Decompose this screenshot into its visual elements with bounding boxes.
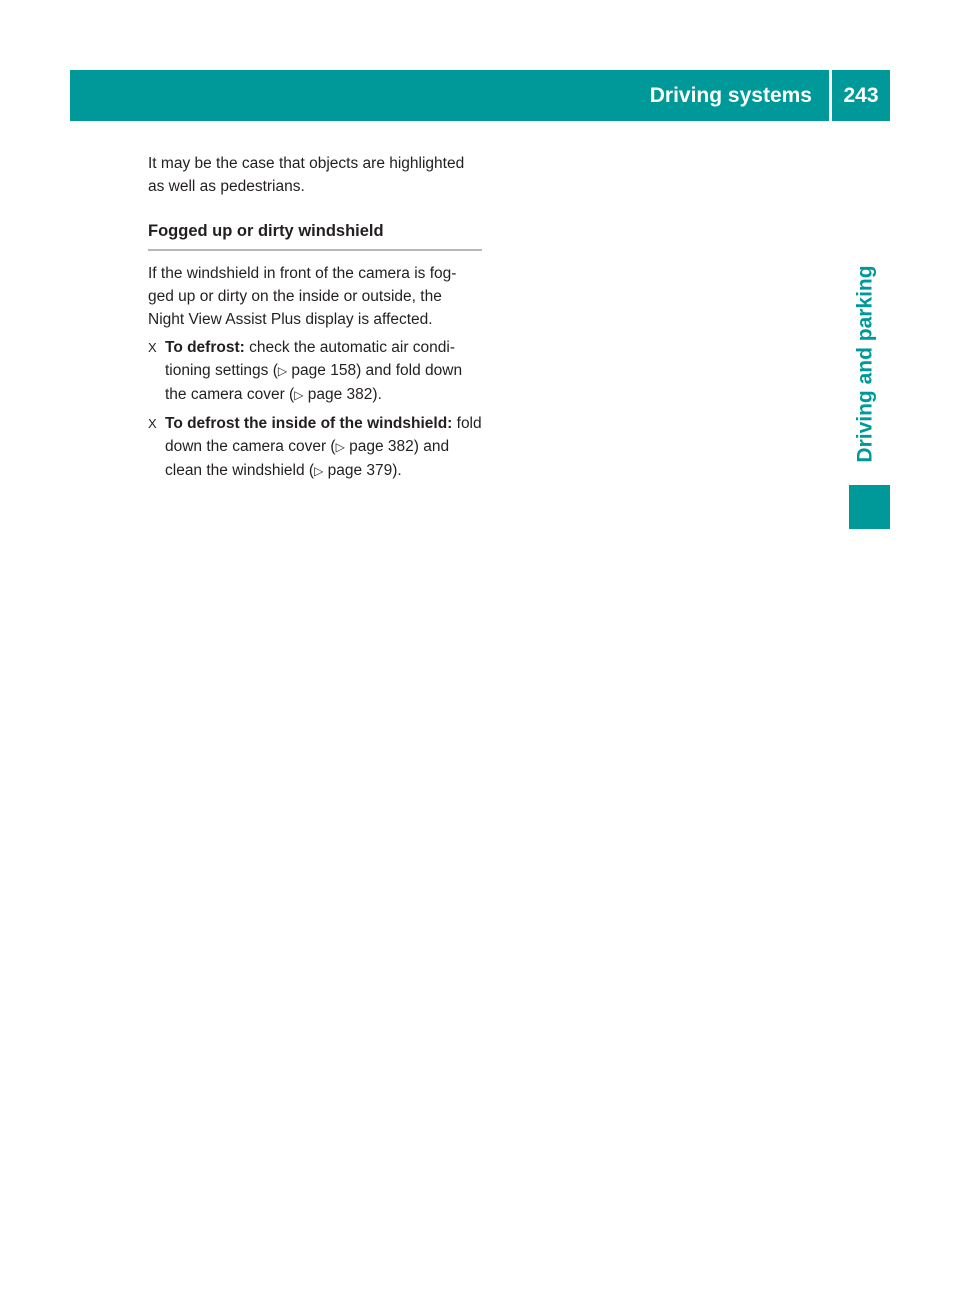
section-heading: Fogged up or dirty windshield	[148, 220, 482, 251]
step-label: To defrost the inside of the windshield:	[165, 415, 453, 432]
page-ref-arrow-icon: ▷	[277, 364, 288, 378]
page-reference-link[interactable]: page 379).	[323, 462, 402, 479]
page-header	[70, 70, 890, 121]
page-ref-arrow-icon: ▷	[314, 464, 324, 478]
step-label: To defrost:	[165, 339, 245, 356]
step-text: and fold down the camera cover (	[165, 362, 463, 403]
page-reference-link[interactable]: page 382)	[344, 438, 419, 455]
step-text: fold down the camera cover (	[165, 415, 482, 455]
step-marker-icon: X	[148, 416, 157, 431]
page-ref-arrow-icon: ▷	[294, 388, 304, 402]
chapter-tab-label: Driving and parking	[854, 265, 878, 463]
page-reference-link[interactable]: page 382).	[303, 386, 382, 403]
page-number: 243	[843, 84, 879, 107]
section-paragraph: If the windshield in front of the camera is fog-ged up or dirty on the inside or outside, the Night View Assist Plus display is affected.	[148, 265, 457, 328]
step-text: check the automatic air condi-tioning settings (	[165, 339, 456, 379]
page-ref-arrow-icon: ▷	[335, 440, 345, 454]
instruction-step	[148, 336, 482, 407]
page-reference-link[interactable]: page 158)	[287, 362, 362, 379]
intro-paragraph: It may be the case that objects are highlighted as well as pedestrians.	[148, 155, 465, 195]
step-text: and clean the windshield (	[165, 438, 450, 479]
step-marker-icon: X	[148, 340, 157, 355]
instruction-step	[148, 412, 482, 483]
chapter-marker-block	[849, 485, 890, 529]
chapter-tab	[849, 252, 883, 476]
section-title: Driving systems	[649, 84, 812, 107]
page-content	[148, 152, 482, 483]
